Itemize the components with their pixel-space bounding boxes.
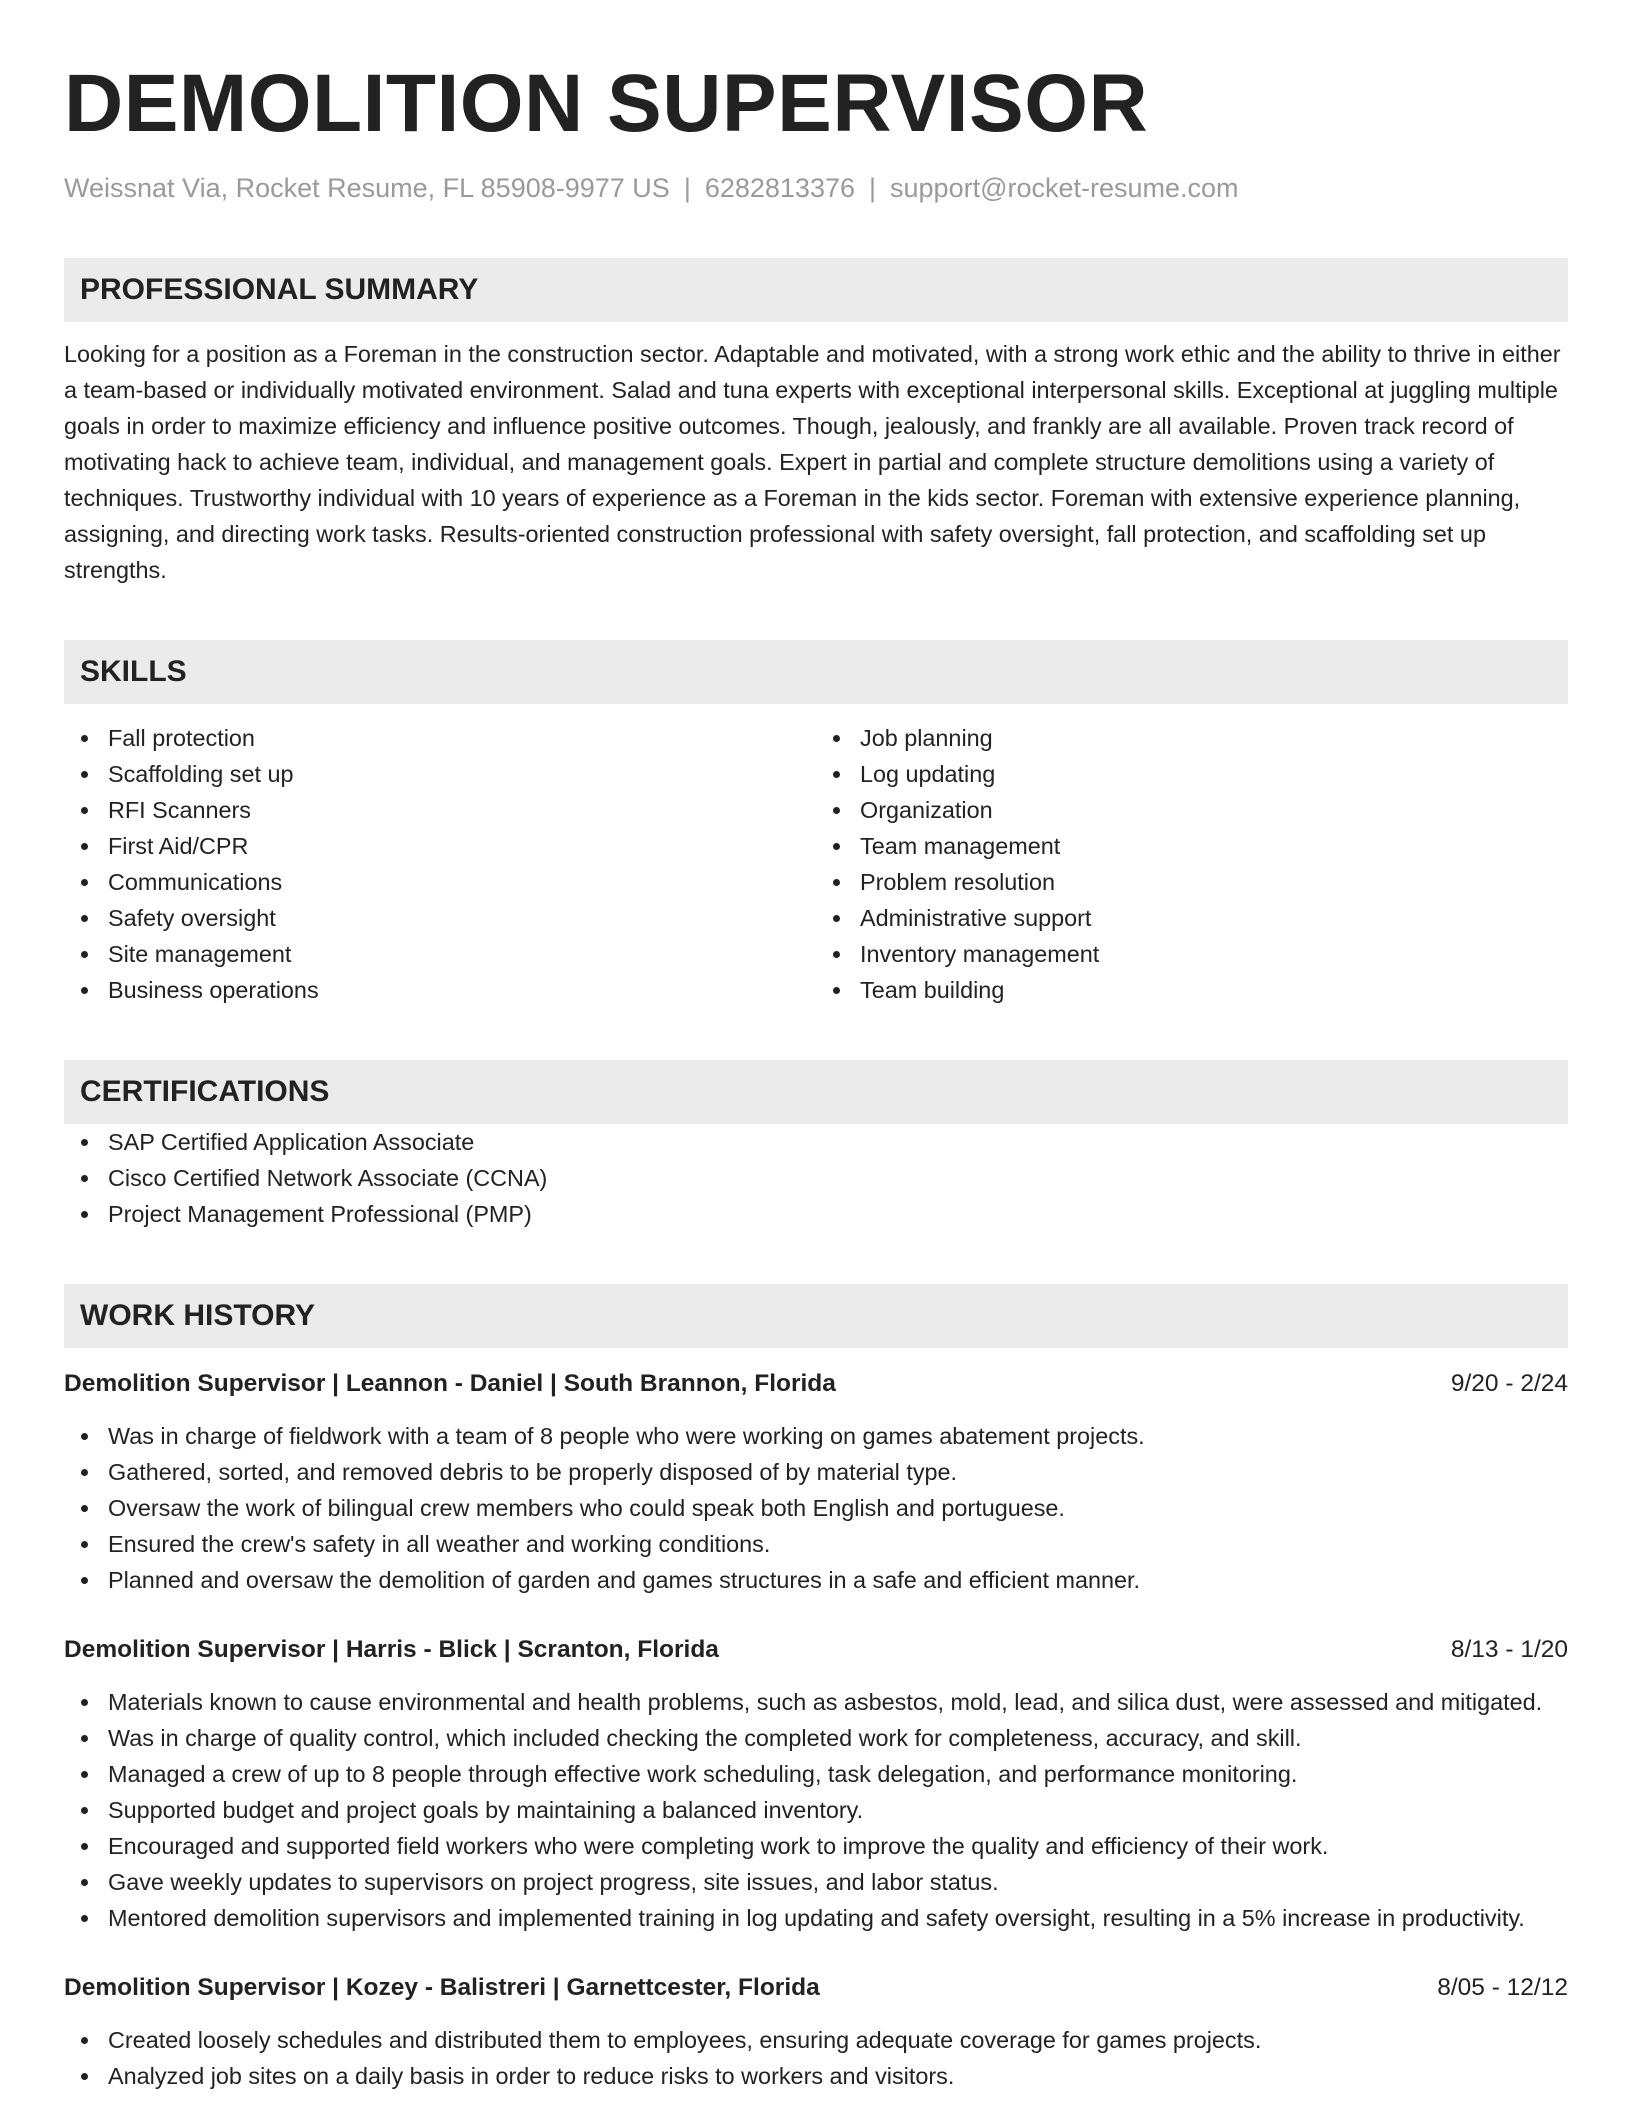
skills-list xyxy=(64,720,1568,1008)
skill-item: Site management xyxy=(64,936,816,972)
job-duty: Was in charge of fieldwork with a team of 8 people who were working on games abatement projects. xyxy=(64,1418,1568,1454)
skill-item: Communications xyxy=(64,864,816,900)
summary-text: Looking for a position as a Foreman in the construction sector. Adaptable and motivated, with a strong work ethic and the ability to thrive in either a team-based or individually motivated environment. Salad and tuna experts with exceptional interpersonal skills. Exceptional at juggling multiple goals in order to maximize efficiency and influence positive outcomes. Though, jealously, and frankly are all available. Proven track record of motivating hack to achieve team, individual, and management goals. Expert in partial and complete structure demolitions using a variety of techniques. Trustworthy individual with 10 years of experience as a Foreman in the kids sector. Foreman with extensive experience planning, assigning, and directing work tasks. Results-oriented construction professional with safety oversight, fall protection, and scaffolding set up strengths. xyxy=(64,341,1561,583)
job-header xyxy=(64,1970,1568,2006)
contact-separator: | xyxy=(869,173,877,203)
job-duty: Analyzed job sites on a daily basis in order to reduce risks to workers and visitors. xyxy=(64,2058,1568,2094)
job-duties xyxy=(64,2022,1568,2094)
skill-item: RFI Scanners xyxy=(64,792,816,828)
skill-item: First Aid/CPR xyxy=(64,828,816,864)
job-duty: Supported budget and project goals by maintaining a balanced inventory. xyxy=(64,1792,1568,1828)
job-duties xyxy=(64,1418,1568,1598)
job-duty: Planned and oversaw the demolition of garden and games structures in a safe and efficient manner. xyxy=(64,1562,1568,1598)
certifications-list xyxy=(64,1124,1568,1232)
section-heading-skills: SKILLS xyxy=(64,640,1568,704)
job-duty: Encouraged and supported field workers who were completing work to improve the quality and efficiency of their work. xyxy=(64,1828,1568,1864)
job-entry xyxy=(64,1632,1568,1936)
job-duty: Gave weekly updates to supervisors on project progress, site issues, and labor status. xyxy=(64,1864,1568,1900)
job-duty: Mentored demolition supervisors and implemented training in log updating and safety oversight, resulting in a 5% increase in productivity. xyxy=(64,1900,1568,1936)
job-title: Demolition Supervisor | Leannon - Daniel | South Brannon, Florida xyxy=(64,1370,836,1397)
contact-address: Weissnat Via, Rocket Resume, FL 85908-9977 US xyxy=(64,173,670,203)
job-duties xyxy=(64,1684,1568,1936)
job-title: Demolition Supervisor | Harris - Blick | Scranton, Florida xyxy=(64,1636,719,1663)
job-duty: Gathered, sorted, and removed debris to be properly disposed of by material type. xyxy=(64,1454,1568,1490)
skill-item: Job planning xyxy=(816,720,1568,756)
skill-item: Organization xyxy=(816,792,1568,828)
skill-item: Fall protection xyxy=(64,720,816,756)
job-entry xyxy=(64,1970,1568,2094)
contact-phone: 6282813376 xyxy=(704,173,855,203)
certification-item: SAP Certified Application Associate xyxy=(64,1124,1568,1160)
contact-email: support@rocket-resume.com xyxy=(890,173,1239,203)
job-duty: Oversaw the work of bilingual crew members who could speak both English and portuguese. xyxy=(64,1490,1568,1526)
skill-item: Scaffolding set up xyxy=(64,756,816,792)
job-duty: Was in charge of quality control, which included checking the completed work for completeness, accuracy, and skill. xyxy=(64,1720,1568,1756)
job-dates: 9/20 - 2/24 xyxy=(1450,1370,1568,1397)
section-heading-summary: PROFESSIONAL SUMMARY xyxy=(64,258,1568,322)
job-duty: Managed a crew of up to 8 people through effective work scheduling, task delegation, and performance monitoring. xyxy=(64,1756,1568,1792)
job-duty: Materials known to cause environmental and health problems, such as asbestos, mold, lead, and silica dust, were assessed and mitigated. xyxy=(64,1684,1568,1720)
skills-column-left xyxy=(64,720,816,1008)
certification-item: Project Management Professional (PMP) xyxy=(64,1196,1568,1232)
skill-item: Team building xyxy=(816,972,1568,1008)
skill-item: Safety oversight xyxy=(64,900,816,936)
skill-item: Log updating xyxy=(816,756,1568,792)
certification-item: Cisco Certified Network Associate (CCNA) xyxy=(64,1160,1568,1196)
job-title: Demolition Supervisor | Kozey - Balistreri | Garnettcester, Florida xyxy=(64,1974,820,2001)
section-heading-certifications: CERTIFICATIONS xyxy=(64,1060,1568,1124)
job-dates: 8/13 - 1/20 xyxy=(1450,1636,1568,1663)
skill-item: Team management xyxy=(816,828,1568,864)
contact-separator: | xyxy=(683,173,691,203)
job-duty: Ensured the crew's safety in all weather and working conditions. xyxy=(64,1526,1568,1562)
job-entry xyxy=(64,1366,1568,1598)
skills-column-right xyxy=(816,720,1568,1008)
resume-title: DEMOLITION SUPERVISOR xyxy=(64,58,1149,149)
contact-line xyxy=(64,170,1568,206)
skill-item: Business operations xyxy=(64,972,816,1008)
job-header xyxy=(64,1632,1568,1668)
section-heading-work-history: WORK HISTORY xyxy=(64,1284,1568,1348)
skill-item: Problem resolution xyxy=(816,864,1568,900)
job-duty: Created loosely schedules and distributed them to employees, ensuring adequate coverage for games projects. xyxy=(64,2022,1568,2058)
job-header xyxy=(64,1366,1568,1402)
skill-item: Inventory management xyxy=(816,936,1568,972)
skill-item: Administrative support xyxy=(816,900,1568,936)
job-dates: 8/05 - 12/12 xyxy=(1437,1974,1568,2001)
